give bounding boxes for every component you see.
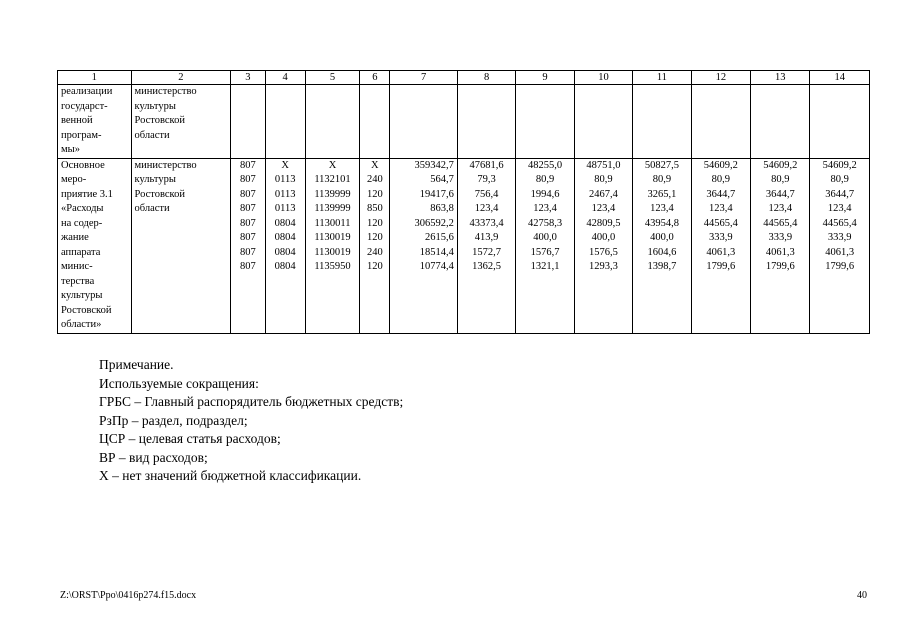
cell-line: 1362,5 <box>472 261 502 272</box>
empty-cell <box>360 85 390 159</box>
header-cell: 6 <box>360 71 390 85</box>
cell-line: министерство <box>134 159 197 171</box>
cell-line: аппарата <box>61 246 101 258</box>
cell-line: 756,4 <box>474 188 499 200</box>
note-intro: Используемые сокращения: <box>99 375 259 391</box>
cell-line: 4061,3 <box>765 246 795 258</box>
cell-line: 120 <box>366 217 383 229</box>
note-item: РзПр – раздел, подраздел; <box>99 412 248 428</box>
cell-line: 80,9 <box>652 174 672 185</box>
cell-line: 1135950 <box>314 261 351 272</box>
header-cell: 2 <box>131 71 231 85</box>
rzpr-cell <box>265 158 305 333</box>
cell-line: 47681,6 <box>469 159 504 171</box>
grbs-cell <box>231 158 265 333</box>
header-cell: 5 <box>305 71 359 85</box>
empty-cell <box>810 85 870 159</box>
cell-line: 3644,7 <box>706 188 736 200</box>
cell-line: 807 <box>240 261 256 272</box>
cell-line: 48751,0 <box>586 159 621 171</box>
cell-line: 1799,6 <box>825 261 855 272</box>
cell-line: 1604,6 <box>647 246 677 258</box>
cell-line: государст- <box>61 100 108 112</box>
cell-line: «Расходы <box>61 203 104 214</box>
cell-line: 0804 <box>274 232 296 243</box>
cell-line: 123,4 <box>591 203 616 214</box>
cell-line: 120 <box>366 188 383 200</box>
cell-line: 1799,6 <box>706 261 736 272</box>
header-cell: 10 <box>574 71 632 85</box>
cell-line: 400,0 <box>591 232 616 243</box>
cell-line: Ростовской <box>134 188 185 200</box>
empty-cell <box>390 85 457 159</box>
cell-line: 0113 <box>274 188 296 200</box>
cell-line: 42809,5 <box>586 217 621 229</box>
csr-cell <box>305 158 359 333</box>
cell-line: 1139999 <box>314 203 351 214</box>
cell-line: 0804 <box>274 261 296 272</box>
cell-line: 1130011 <box>314 217 351 229</box>
cell-line: 44565,4 <box>703 217 738 229</box>
header-cell: 1 <box>58 71 132 85</box>
header-cell: 7 <box>390 71 457 85</box>
cell-line: 807 <box>240 174 256 185</box>
cell-line: 123,4 <box>533 203 557 214</box>
cell-line: 1130019 <box>314 246 351 258</box>
cell-line: 50827,5 <box>644 159 679 171</box>
cell-line: 333,9 <box>709 232 733 243</box>
cell-line: 240 <box>366 246 383 258</box>
cell-line: Х <box>371 159 379 171</box>
cell-line: 18514,4 <box>419 246 454 258</box>
header-cell: 13 <box>751 71 810 85</box>
cell-line: 1132101 <box>314 174 351 185</box>
cell-line: 240 <box>366 174 383 185</box>
empty-cell <box>574 85 632 159</box>
executor-cell <box>131 158 231 333</box>
header-cell: 11 <box>633 71 691 85</box>
cell-line: 413,9 <box>474 232 499 243</box>
cell-line: 123,4 <box>768 203 793 214</box>
cell-line: 306592,2 <box>414 217 454 229</box>
cell-line: 0804 <box>274 246 296 258</box>
cell-line: 1576,5 <box>589 246 618 258</box>
amount-cell <box>574 158 632 333</box>
cell-line: 123,4 <box>650 203 674 214</box>
page-number: 40 <box>857 590 867 601</box>
cell-line: 807 <box>240 217 256 229</box>
cell-line: 333,9 <box>827 232 852 243</box>
cell-line: 44565,4 <box>763 217 798 229</box>
cell-line: 123,4 <box>827 203 852 214</box>
cell-line: 3644,7 <box>765 188 795 200</box>
program-name-cell <box>58 85 132 159</box>
cell-line: 1994,6 <box>530 188 560 200</box>
note-item: ГРБС – Главный распорядитель бюджетных средств; <box>99 394 404 409</box>
cell-line: Ростовской <box>61 304 112 316</box>
note-item: Х – нет значений бюджетной классификации. <box>99 468 362 483</box>
cell-line: 400,0 <box>533 232 557 243</box>
cell-line: меро- <box>61 174 87 185</box>
cell-line: 807 <box>240 203 256 214</box>
cell-line: 807 <box>240 246 256 258</box>
cell-line: 2467,4 <box>589 188 618 200</box>
cell-line: 48255,0 <box>527 159 563 171</box>
cell-line: 54609,2 <box>763 159 798 171</box>
empty-cell <box>231 85 265 159</box>
header-cell: 4 <box>265 71 305 85</box>
cell-line: 4061,3 <box>825 246 855 258</box>
cell-line: 1130019 <box>314 232 351 243</box>
cell-line: терства <box>61 275 95 287</box>
cell-line: минис- <box>61 261 93 272</box>
cell-line: области» <box>61 319 102 330</box>
header-cell: 12 <box>691 71 750 85</box>
cell-line: 123,4 <box>474 203 499 214</box>
cell-line: 54609,2 <box>822 159 857 171</box>
cell-line: 120 <box>366 232 383 243</box>
cell-line: 123,4 <box>709 203 733 214</box>
cell-line: 1139999 <box>314 188 351 200</box>
cell-line: Х <box>281 159 289 171</box>
cell-line: культуры <box>134 174 176 185</box>
table-row-main-activity <box>58 158 870 333</box>
empty-cell <box>457 85 515 159</box>
cell-line: 359342,7 <box>414 159 454 171</box>
cell-line: венной <box>61 115 93 126</box>
amount-cell <box>691 158 750 333</box>
budget-table <box>57 70 870 334</box>
cell-line: 0113 <box>274 174 296 185</box>
amount-cell <box>810 158 870 333</box>
empty-cell <box>516 85 574 159</box>
cell-line: приятие 3.1 <box>61 188 113 200</box>
cell-line: Основное <box>61 159 105 171</box>
cell-line: 80,9 <box>535 174 555 185</box>
empty-cell <box>305 85 359 159</box>
header-cell: 8 <box>457 71 515 85</box>
amount-cell <box>633 158 691 333</box>
footer-file-path: Z:\ORST\Ppo\0416p274.f15.docx <box>60 590 197 601</box>
cell-line: 3265,1 <box>647 188 677 200</box>
cell-line: области <box>134 129 170 141</box>
cell-line: мы» <box>61 144 80 155</box>
cell-line: области <box>134 203 170 214</box>
cell-line: 1799,6 <box>765 261 795 272</box>
cell-line: 400,0 <box>650 232 674 243</box>
cell-line: 43954,8 <box>644 217 679 229</box>
table-row-state-program <box>58 85 870 159</box>
cell-line: 2615,6 <box>425 232 454 243</box>
cell-line: министерство <box>134 86 197 97</box>
cell-line: 1576,7 <box>530 246 560 258</box>
cell-line: 333,9 <box>768 232 793 243</box>
cell-line: культуры <box>134 100 176 112</box>
cell-line: 0804 <box>274 217 296 229</box>
cell-line: жание <box>61 232 89 243</box>
cell-line: 1293,3 <box>589 261 618 272</box>
cell-line: 807 <box>240 188 256 200</box>
cell-line: 0113 <box>274 203 296 214</box>
cell-line: 42758,3 <box>527 217 563 229</box>
cell-line: Х <box>328 159 337 171</box>
empty-cell <box>265 85 305 159</box>
cell-line: 80,9 <box>771 174 790 185</box>
cell-line: 807 <box>240 232 256 243</box>
cell-line: Ростовской <box>134 115 185 126</box>
empty-cell <box>633 85 691 159</box>
cell-line: 54609,2 <box>703 159 738 171</box>
cell-line: 1398,7 <box>647 261 677 272</box>
cell-line: на содер- <box>61 217 103 229</box>
empty-cell <box>691 85 750 159</box>
amount-cell <box>751 158 810 333</box>
vr-cell <box>360 158 390 333</box>
cell-line: 3644,7 <box>825 188 855 200</box>
amount-cell <box>457 158 515 333</box>
cell-line: програм- <box>61 129 102 141</box>
cell-line: 807 <box>240 159 256 171</box>
cell-line: 1572,7 <box>472 246 502 258</box>
header-cell: 3 <box>231 71 265 85</box>
table-header-row <box>58 71 870 85</box>
cell-line: 80,9 <box>594 174 613 185</box>
cell-line: 120 <box>366 261 383 272</box>
header-cell: 14 <box>810 71 870 85</box>
cell-line: 43373,4 <box>469 217 504 229</box>
cell-line: 80,9 <box>711 174 730 185</box>
amount-cell <box>390 158 457 333</box>
header-cell: 9 <box>516 71 574 85</box>
cell-line: 863,8 <box>430 203 454 214</box>
cell-line: 564,7 <box>430 174 454 185</box>
activity-name-cell <box>58 158 132 333</box>
abbreviations-note <box>99 356 403 486</box>
cell-line: реализации <box>61 86 113 97</box>
cell-line: 79,3 <box>477 174 496 185</box>
empty-cell <box>751 85 810 159</box>
note-item: ВР – вид расходов; <box>99 449 208 465</box>
cell-line: 44565,4 <box>822 217 857 229</box>
cell-line: 80,9 <box>830 174 849 185</box>
cell-line: 19417,6 <box>419 188 454 200</box>
executor-cell <box>131 85 231 159</box>
cell-line: культуры <box>61 290 103 301</box>
note-title: Примечание. <box>99 357 174 372</box>
cell-line: 10774,4 <box>419 261 454 272</box>
cell-line: 1321,1 <box>530 261 560 272</box>
amount-cell <box>516 158 574 333</box>
note-item: ЦСР – целевая статья расходов; <box>99 431 281 446</box>
cell-line: 850 <box>366 203 383 214</box>
cell-line: 4061,3 <box>706 246 736 258</box>
